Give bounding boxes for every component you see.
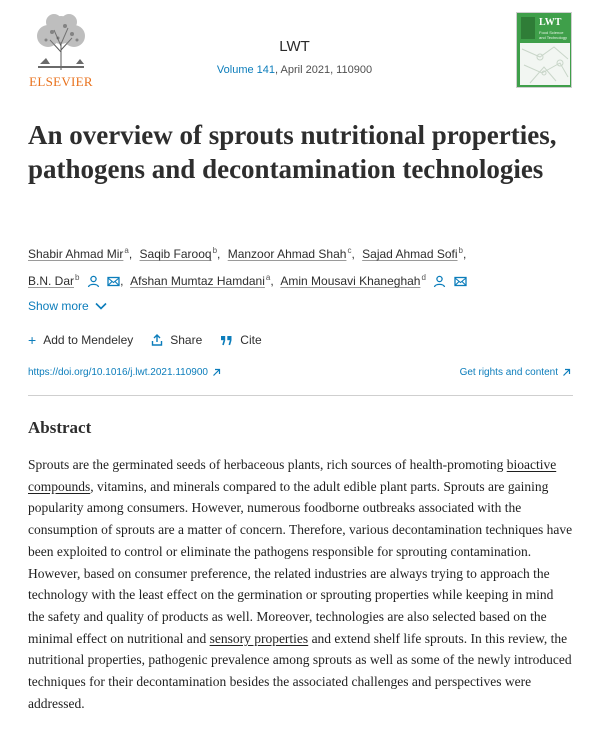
article-header	[0, 0, 589, 100]
add-to-mendeley-button[interactable]	[28, 333, 133, 347]
affiliation-marker[interactable]: b	[75, 273, 80, 282]
quote-icon	[220, 335, 233, 346]
journal-cover-image[interactable]	[516, 12, 572, 88]
journal-name[interactable]: LWT	[279, 38, 310, 55]
author-link[interactable]: Amin Mousavi Khaneghah	[280, 274, 421, 288]
person-icon[interactable]	[433, 275, 446, 288]
external-link-icon	[212, 368, 221, 377]
plus-icon: +	[28, 332, 37, 348]
doi-text: https://doi.org/10.1016/j.lwt.2021.110900	[28, 367, 208, 378]
affiliation-marker[interactable]: b	[212, 246, 218, 255]
cite-button[interactable]	[220, 333, 261, 347]
cover-title: LWT	[539, 17, 562, 28]
topic-link-bioactive-compounds[interactable]: bioactive compounds	[28, 457, 557, 494]
issue-info	[0, 64, 589, 76]
issue-details: , April 2021, 110900	[275, 64, 373, 76]
share-button[interactable]	[151, 333, 202, 347]
article-actions	[28, 333, 262, 347]
email-icon[interactable]	[454, 275, 467, 288]
cover-subtitle: Food Science and Technology	[539, 30, 567, 40]
cover-tab	[521, 17, 535, 39]
author-link[interactable]: B.N. Dar	[28, 274, 75, 288]
topic-link-sensory-properties[interactable]: sensory properties	[209, 630, 309, 646]
chevron-down-icon	[95, 302, 107, 310]
author-link[interactable]: Saqib Farooq	[139, 247, 212, 261]
abstract-text-part: and extend shelf life sprouts. In this review, the nutritional properties, pathogenic prevalence among sprouts as well as some of the newly introduced techniques for their decontamination besides the associated challenges and perspectives were addressed.	[28, 630, 572, 711]
section-divider	[28, 395, 573, 396]
affiliation-marker[interactable]: b	[458, 246, 463, 255]
affiliation-marker[interactable]: d	[421, 273, 426, 282]
show-more-button[interactable]	[28, 299, 107, 313]
volume-link[interactable]: Volume 141	[216, 64, 276, 76]
abstract-text-part: , vitamins, and minerals compared to the adult edible plant parts. Sprouts are gaining popularity among consumers. However, numerous foodborne outbreaks associated with the consumption of sprouts are a matter of concern. Therefore, various decontamination techniques have been exploited to control or eliminate the pathogens responsible for sprouting contamination. However, based on consumer preference, the related industries are always trying to approach the technology with the least effect on the germination or sprouting properties while keeping in mind the safety and quality of products as well. Moreover, technologies are also selected based on the minimal effect on nutritional and	[28, 478, 573, 646]
author-link[interactable]: Sajad Ahmad Sofi	[362, 247, 458, 261]
author-link[interactable]: Afshan Mumtaz Hamdani	[130, 274, 265, 288]
affiliation-marker[interactable]: a	[124, 246, 129, 255]
share-label: Share	[170, 333, 203, 347]
abstract-heading: Abstract	[28, 418, 92, 437]
rights-link[interactable]	[460, 367, 571, 378]
abstract-text-part: Sprouts are the germinated seeds of herbaceous plants, rich sources of health-promoting	[28, 457, 507, 472]
affiliation-marker[interactable]: c	[347, 246, 352, 255]
person-icon[interactable]	[87, 275, 100, 288]
mendeley-label: Add to Mendeley	[43, 333, 134, 347]
share-icon	[151, 334, 163, 346]
publisher-name: ELSEVIER	[29, 74, 93, 89]
affiliation-marker[interactable]: a	[265, 273, 271, 282]
cite-label: Cite	[240, 333, 262, 347]
author-link[interactable]: Shabir Ahmad Mir	[28, 247, 124, 261]
article-title: An overview of sprouts nutritional properties, pathogens and decontamination technologies	[28, 120, 557, 184]
external-link-icon	[562, 368, 571, 377]
rights-text: Get rights and content	[459, 367, 558, 378]
author-link[interactable]: Manzoor Ahmad Shah	[227, 247, 347, 261]
cover-artwork	[520, 43, 570, 85]
email-icon[interactable]	[107, 275, 120, 288]
abstract-text	[28, 454, 573, 714]
doi-link[interactable]	[28, 367, 221, 378]
author-list: Shabir Ahmad Mir$^a$, Saqib Farooq$^b$, Manzoor Ahmad Shah$^c$, Sajad Ahmad Sofi$^b$, B.N. Dar$^b$ , Afshan Mumtaz Hamdani$^a$, Amin Mousavi Khaneghah$^d$	[28, 246, 467, 288]
show-more-label: Show more	[28, 299, 89, 313]
